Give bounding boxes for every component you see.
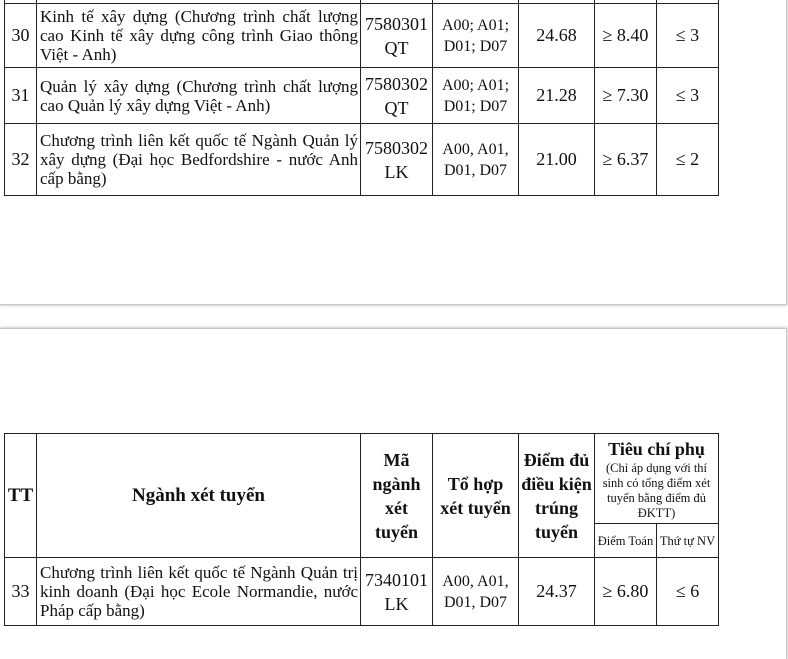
header-criteria-note: (Chỉ áp dụng với thí sinh có tổng điểm xét tuyển bằng điểm đủ ĐKTT)	[602, 461, 711, 520]
row-score: 21.28	[519, 68, 595, 124]
table-row	[5, 4, 719, 68]
row-score: 24.37	[519, 558, 595, 626]
row-major-code: 7580302 LK	[361, 124, 433, 196]
row-subject-combo: A00; A01; D01; D07	[433, 68, 519, 124]
admission-table-bottom	[4, 433, 719, 626]
header-tt: TT	[5, 434, 37, 558]
header-major-code: Mã ngành xét tuyển	[361, 434, 433, 558]
row-order-criterion: ≤ 3	[657, 4, 719, 68]
row-math-criterion: ≥ 7.30	[595, 68, 657, 124]
table-row	[5, 558, 719, 626]
row-score: 24.68	[519, 4, 595, 68]
row-score: 21.00	[519, 124, 595, 196]
row-order-criterion: ≤ 2	[657, 124, 719, 196]
row-order-criterion: ≤ 6	[657, 558, 719, 626]
header-criteria	[595, 434, 719, 524]
row-major-code: 7340101 LK	[361, 558, 433, 626]
document-page-2	[0, 328, 787, 659]
table-row	[5, 124, 719, 196]
row-tt: 31	[5, 68, 37, 124]
admission-table-top	[4, 0, 719, 196]
row-math-criterion: ≥ 6.37	[595, 124, 657, 196]
table-header-row	[5, 434, 719, 524]
header-score: Điểm đủ điều kiện trúng tuyển	[519, 434, 595, 558]
row-major-code: 7580301 QT	[361, 4, 433, 68]
row-tt: 33	[5, 558, 37, 626]
row-major-name: Quản lý xây dựng (Chương trình chất lượng cao Quản lý xây dựng Việt - Anh)	[37, 68, 361, 124]
row-subject-combo: A00, A01, D01, D07	[433, 558, 519, 626]
header-criteria-title: Tiêu chí phụ	[608, 439, 705, 459]
row-tt: 32	[5, 124, 37, 196]
table-row	[5, 68, 719, 124]
document-page-1	[0, 0, 787, 305]
row-math-criterion: ≥ 6.80	[595, 558, 657, 626]
row-major-name: Chương trình liên kết quốc tế Ngành Quản trị kinh doanh (Đại học Ecole Normandie, nước Pháp cấp bằng)	[37, 558, 361, 626]
row-major-name: Kinh tế xây dựng (Chương trình chất lượng cao Kinh tế xây dựng công trình Giao thông Việt - Anh)	[37, 4, 361, 68]
row-subject-combo: A00, A01, D01, D07	[433, 124, 519, 196]
header-order: Thứ tự NV	[657, 524, 719, 558]
row-major-code: 7580302 QT	[361, 68, 433, 124]
row-tt: 30	[5, 4, 37, 68]
row-subject-combo: A00; A01; D01; D07	[433, 4, 519, 68]
header-subject-combo: Tổ hợp xét tuyển	[433, 434, 519, 558]
header-math: Điểm Toán	[595, 524, 657, 558]
row-order-criterion: ≤ 3	[657, 68, 719, 124]
header-major-name: Ngành xét tuyển	[37, 434, 361, 558]
row-math-criterion: ≥ 8.40	[595, 4, 657, 68]
row-major-name: Chương trình liên kết quốc tế Ngành Quản lý xây dựng (Đại học Bedfordshire - nước Anh cấp bằng)	[37, 124, 361, 196]
